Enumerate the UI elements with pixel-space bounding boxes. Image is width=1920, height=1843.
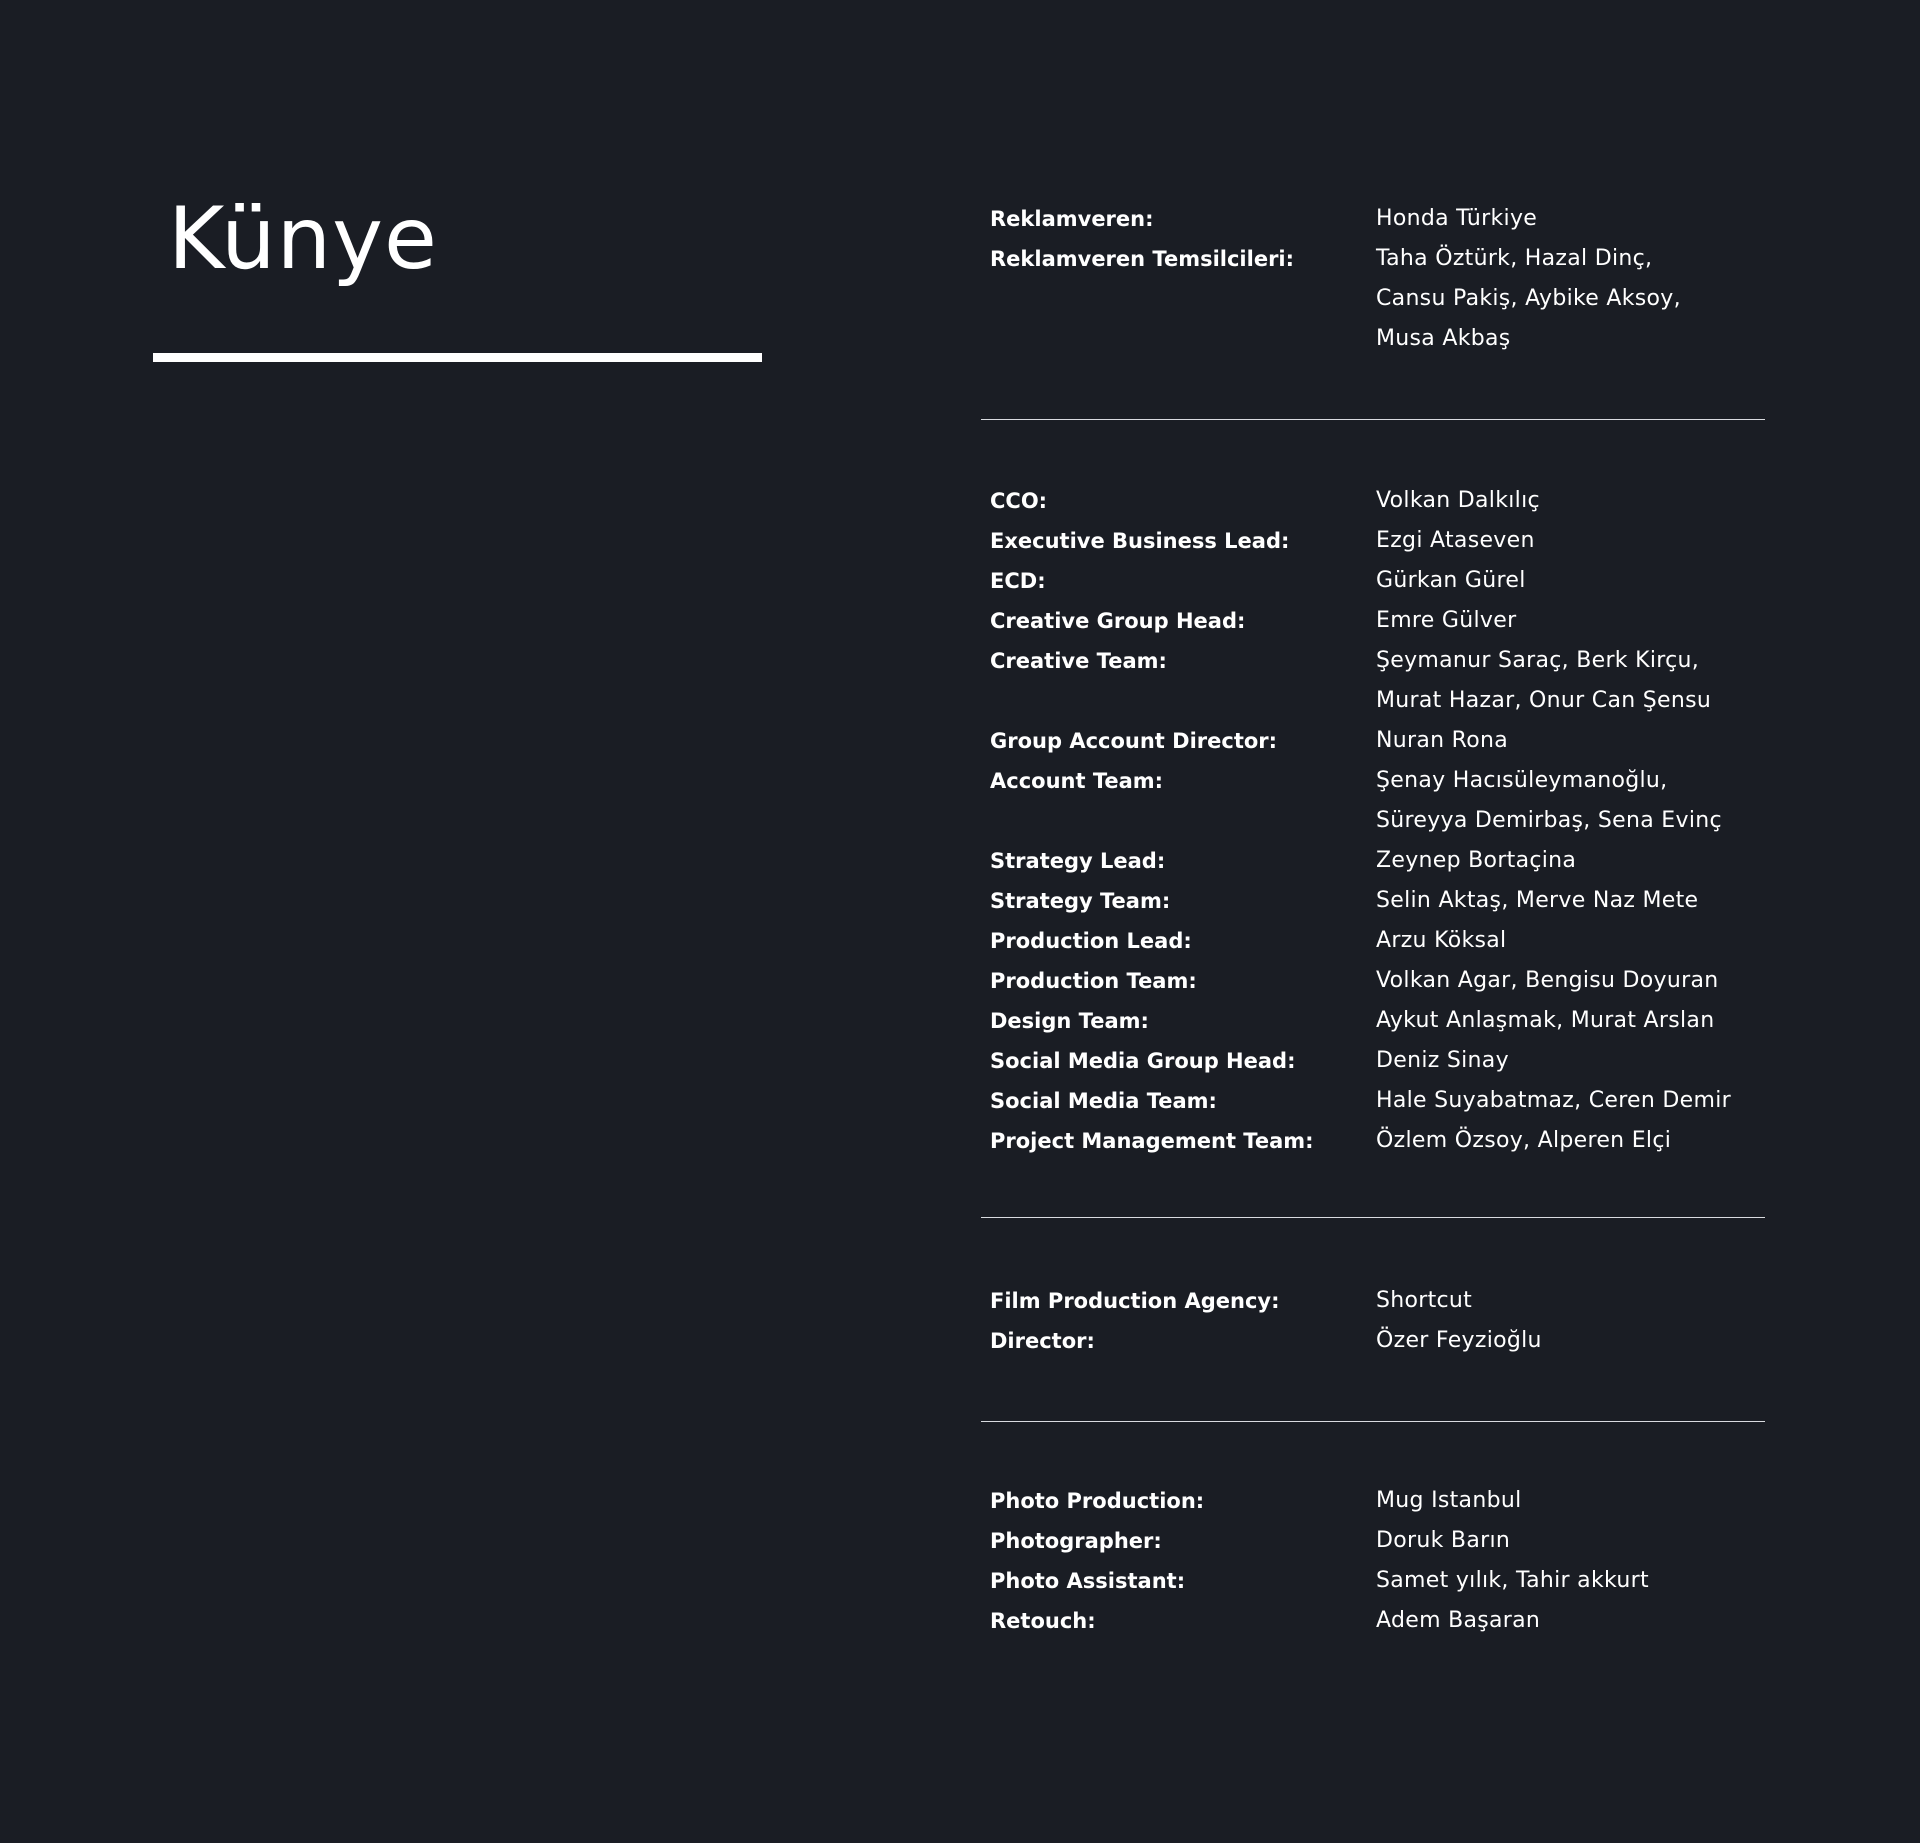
page-title: Künye — [168, 189, 438, 289]
credit-name-line: Özlem Özsoy, Alperen Elçi — [1376, 1128, 1672, 1153]
credit-name-line: Nuran Rona — [1376, 728, 1509, 753]
credit-name-line: Musa Akbaş — [1376, 326, 1511, 351]
section-divider — [981, 419, 1765, 420]
credit-role: Design Team: — [990, 1009, 1149, 1033]
credit-row — [981, 641, 1771, 721]
credit-role: Strategy Team: — [990, 889, 1171, 913]
credit-row — [981, 481, 1771, 521]
credit-row — [981, 601, 1771, 641]
credit-role: Strategy Lead: — [990, 849, 1166, 873]
title-underline — [153, 353, 762, 362]
credit-row — [981, 1041, 1771, 1081]
credit-name-line: Shortcut — [1376, 1288, 1473, 1313]
credit-names — [1376, 239, 1771, 359]
credit-names — [1376, 481, 1771, 521]
credit-name-line: Aykut Anlaşmak, Murat Arslan — [1376, 1008, 1715, 1033]
credit-names — [1376, 1561, 1771, 1601]
credit-role: ECD: — [990, 569, 1046, 593]
credit-names — [1376, 841, 1771, 881]
credit-name-line: Gürkan Gürel — [1376, 568, 1526, 593]
credit-names — [1376, 561, 1771, 601]
credit-row — [981, 1281, 1771, 1321]
credits-section-client — [981, 199, 1771, 359]
credit-name-line: Adem Başaran — [1376, 1608, 1541, 1633]
credit-role: Photo Assistant: — [990, 1569, 1186, 1593]
credit-role: Retouch: — [990, 1609, 1096, 1633]
credit-name-line: Süreyya Demirbaş, Sena Evinç — [1376, 808, 1722, 833]
credit-name-line: Honda Türkiye — [1376, 206, 1538, 231]
credit-name-line: Şeymanur Saraç, Berk Kirçu, — [1376, 648, 1700, 673]
credit-name-line: Deniz Sinay — [1376, 1048, 1509, 1073]
credit-name-line: Mug Istanbul — [1376, 1488, 1522, 1513]
credit-role: CCO: — [990, 489, 1048, 513]
credit-row — [981, 1081, 1771, 1121]
credits-section-film — [981, 1281, 1771, 1361]
credit-names — [1376, 199, 1771, 239]
credit-names — [1376, 1601, 1771, 1641]
credit-name-line: Murat Hazar, Onur Can Şensu — [1376, 688, 1712, 713]
credit-row — [981, 1321, 1771, 1361]
credit-names — [1376, 761, 1771, 841]
credit-name-line: Selin Aktaş, Merve Naz Mete — [1376, 888, 1699, 913]
credit-names — [1376, 641, 1771, 721]
credit-role: Photo Production: — [990, 1489, 1205, 1513]
credit-role: Social Media Group Head: — [990, 1049, 1296, 1073]
credit-name-line: Emre Gülver — [1376, 608, 1517, 633]
credit-row — [981, 1521, 1771, 1561]
credit-row — [981, 239, 1771, 359]
credit-name-line: Arzu Köksal — [1376, 928, 1507, 953]
credit-row — [981, 761, 1771, 841]
credit-role: Account Team: — [990, 769, 1164, 793]
credit-row — [981, 961, 1771, 1001]
credit-role: Photographer: — [990, 1529, 1162, 1553]
credits-section-agency — [981, 481, 1771, 1161]
credit-role: Film Production Agency: — [990, 1289, 1280, 1313]
credit-names — [1376, 881, 1771, 921]
credit-name-line: Zeynep Bortaçina — [1376, 848, 1577, 873]
credits-section-photo — [981, 1481, 1771, 1641]
credit-names — [1376, 601, 1771, 641]
credit-names — [1376, 921, 1771, 961]
credit-name-line: Volkan Agar, Bengisu Doyuran — [1376, 968, 1719, 993]
credit-names — [1376, 1041, 1771, 1081]
credit-names — [1376, 1321, 1771, 1361]
credit-name-line: Taha Öztürk, Hazal Dinç, — [1376, 246, 1653, 271]
credit-names — [1376, 1001, 1771, 1041]
section-divider — [981, 1217, 1765, 1218]
credit-names — [1376, 1481, 1771, 1521]
credit-row — [981, 721, 1771, 761]
credit-row — [981, 921, 1771, 961]
credit-role: Production Team: — [990, 969, 1197, 993]
credit-names — [1376, 1121, 1771, 1161]
credit-row — [981, 1481, 1771, 1521]
credit-name-line: Şenay Hacısüleymanoğlu, — [1376, 768, 1668, 793]
credit-names — [1376, 1281, 1771, 1321]
credit-name-line: Hale Suyabatmaz, Ceren Demir — [1376, 1088, 1731, 1113]
credit-names — [1376, 1081, 1771, 1121]
credit-row — [981, 1121, 1771, 1161]
credit-role: Reklamveren: — [990, 207, 1154, 231]
section-divider — [981, 1421, 1765, 1422]
credit-row — [981, 1561, 1771, 1601]
credit-role: Director: — [990, 1329, 1095, 1353]
credit-role: Social Media Team: — [990, 1089, 1217, 1113]
credit-name-line: Doruk Barın — [1376, 1528, 1511, 1553]
credit-row — [981, 1001, 1771, 1041]
credit-name-line: Samet yılık, Tahir akkurt — [1376, 1568, 1649, 1593]
credit-row — [981, 881, 1771, 921]
credit-name-line: Cansu Pakiş, Aybike Aksoy, — [1376, 286, 1681, 311]
credit-name-line: Ezgi Ataseven — [1376, 528, 1535, 553]
credit-row — [981, 1601, 1771, 1641]
credit-names — [1376, 1521, 1771, 1561]
credit-row — [981, 521, 1771, 561]
credit-role: Group Account Director: — [990, 729, 1278, 753]
credit-role: Executive Business Lead: — [990, 529, 1290, 553]
credit-name-line: Volkan Dalkılıç — [1376, 488, 1540, 513]
credit-names — [1376, 961, 1771, 1001]
credit-role: Creative Team: — [990, 649, 1167, 673]
credit-names — [1376, 521, 1771, 561]
credit-name-line: Özer Feyzioğlu — [1376, 1328, 1542, 1353]
credit-row — [981, 561, 1771, 601]
credit-role: Project Management Team: — [990, 1129, 1314, 1153]
credit-role: Reklamveren Temsilcileri: — [990, 247, 1295, 271]
credit-row — [981, 841, 1771, 881]
credit-row — [981, 199, 1771, 239]
credit-names — [1376, 721, 1771, 761]
credit-role: Creative Group Head: — [990, 609, 1246, 633]
credit-role: Production Lead: — [990, 929, 1192, 953]
